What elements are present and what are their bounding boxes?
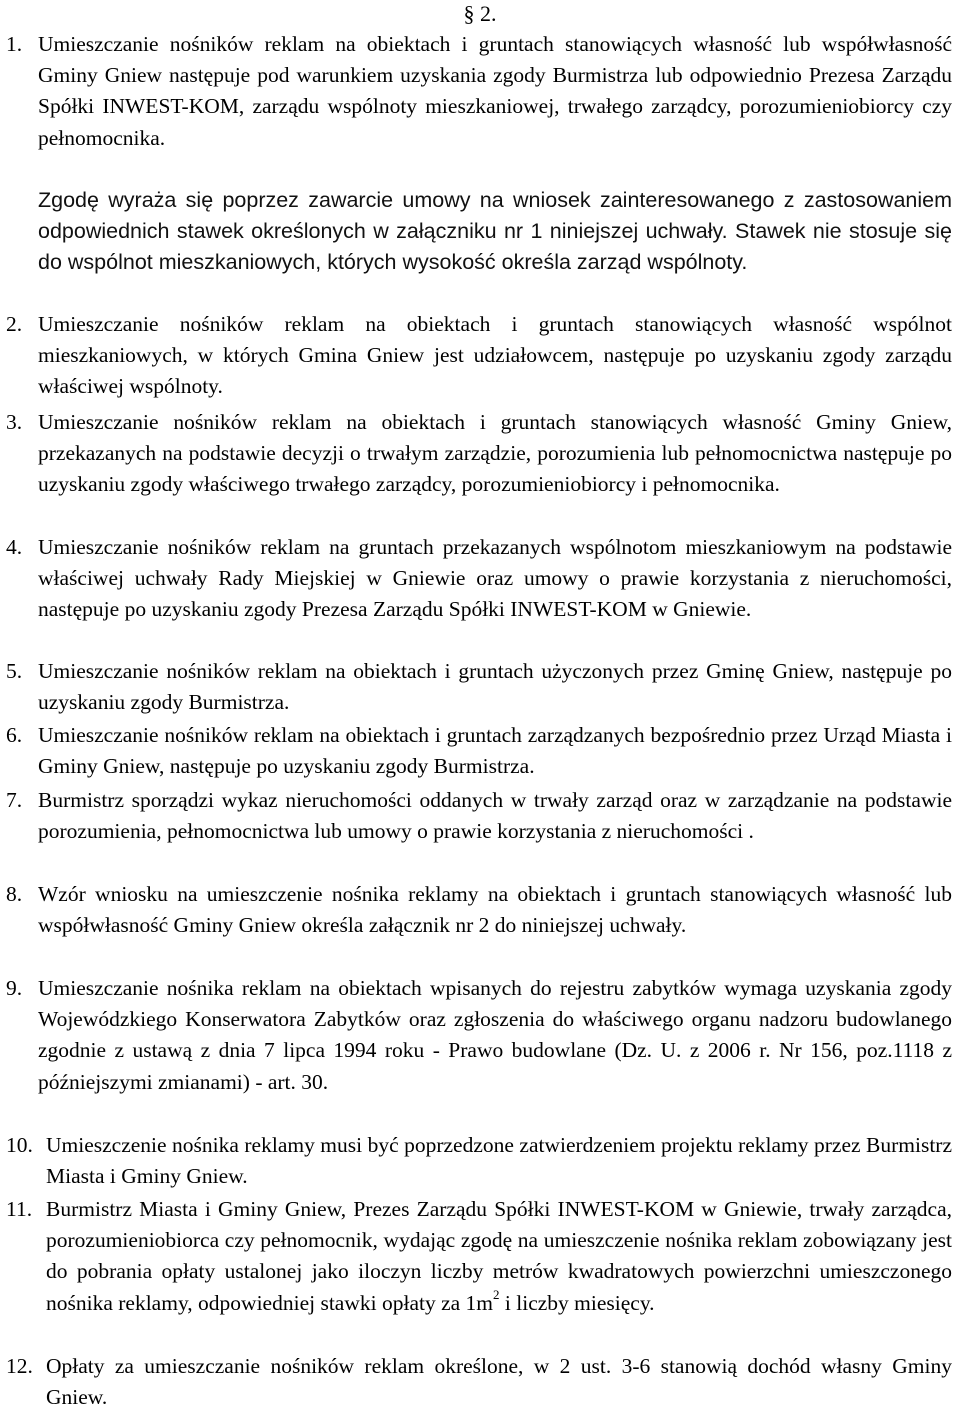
paragraph-number: 10. xyxy=(6,1133,33,1157)
paragraph-number: 7. xyxy=(6,788,23,812)
paragraph-1-lead: Umieszczanie nośników reklam na obiektach i gruntach stanowiących własność lub współwłasność Gminy Gniew następuje pod warunkiem uzyskania zgody Burmistrza lub odpowiednio Prezesa Zarządu Spółki INWEST-KOM, zarządu wspólnoty mieszkaniowej, trwałego zarządcy, porozumieniobiorcy czy pełnomocnika. xyxy=(38,32,952,150)
paragraph-7: Burmistrz sporządzi wykaz nieruchomości oddanych w trwały zarząd oraz w zarządzanie na podstawie porozumienia, pełnomocnictwa lub umowy o prawie korzystania z nieruchomości . xyxy=(38,788,952,844)
paragraph-number: 4. xyxy=(6,535,23,559)
paragraph-9: Umieszczanie nośnika reklam na obiektach wpisanych do rejestru zabytków wymaga uzyskania zgody Wojewódzkiego Konserwatora Zabytków oraz zgłoszenia do właściwego organu nadzoru budowlanego zgodnie z ustawą z dnia 7 lipca 1994 roku - Prawo budowlane (Dz. U. z 2006 r. Nr 156, poz.1118 z późniejszymi zmianami) - art. 30. xyxy=(38,976,952,1094)
paragraph-number: 12. xyxy=(6,1354,33,1378)
section-heading: § 2. xyxy=(463,1,497,26)
paragraph-number: 1. xyxy=(6,32,23,56)
paragraph-1-continuation: Zgodę wyraża się poprzez zawarcie umowy na wniosek zainteresowanego z zastosowaniem odpowiednich stawek określonych w załączniku nr 1 niniejszej uchwały. Stawek nie stosuje się do wspólnot mieszkaniowych, których wysokość określa zarząd wspólnoty. xyxy=(38,188,952,275)
paragraph-5: Umieszczanie nośników reklam na obiektach i gruntach użyczonych przez Gminę Gniew, następuje po uzyskaniu zgody Burmistrza. xyxy=(38,659,952,715)
paragraph-number: 8. xyxy=(6,882,23,906)
paragraph-4: Umieszczanie nośników reklam na gruntach przekazanych wspólnotom mieszkaniowym na podstawie właściwej uchwały Rady Miejskiej w Gniewie oraz umowy o prawie korzystania z nieruchomości, następuje po uzyskaniu zgody Prezesa Zarządu Spółki INWEST-KOM w Gniewie. xyxy=(38,535,952,622)
superscript-2: 2 xyxy=(493,1287,500,1303)
paragraph-11 xyxy=(46,1194,952,1319)
paragraph-number: 6. xyxy=(6,723,23,747)
paragraph-11-text: Burmistrz Miasta i Gminy Gniew, Prezes Zarządu Spółki INWEST-KOM w Gniewie, trwały zarządca, porozumieniobiorca czy pełnomocnik, wydając zgodę na umieszczenie nośnika reklam zobowiązany jest do pobrania opłaty ustalonej jako iloczyn liczby metrów kwadratowych powierzchni umieszczonego nośnika reklamy, odpowiedniej stawki opłaty za 1m xyxy=(46,1197,952,1315)
paragraph-12: Opłaty za umieszczanie nośników reklam określone, w 2 ust. 3-6 stanowią dochód własny Gminy Gniew. xyxy=(46,1354,952,1410)
paragraph-3: Umieszczanie nośników reklam na obiektach i gruntach stanowiących własność Gminy Gniew, przekazanych na podstawie decyzji o trwałym zarządzie, porozumienia lub pełnomocnictwa następuje po uzyskaniu zgody właściwego trwałego zarządcy, porozumieniobiorcy i pełnomocnika. xyxy=(38,410,952,497)
paragraph-number: 9. xyxy=(6,976,23,1000)
paragraph-number: 5. xyxy=(6,659,23,683)
paragraph-number: 2. xyxy=(6,312,23,336)
paragraph-8: Wzór wniosku na umieszczenie nośnika reklamy na obiektach i gruntach stanowiących własność lub współwłasność Gminy Gniew określa załącznik nr 2 do niniejszej uchwały. xyxy=(38,882,952,938)
paragraph-2: Umieszczanie nośników reklam na obiektach i gruntach stanowiących własność wspólnot mieszkaniowych, w których Gmina Gniew jest udziałowcem, następuje po uzyskaniu zgody zarządu właściwej wspólnoty. xyxy=(38,312,952,399)
paragraph-11-text-end: i liczby miesięcy. xyxy=(499,1290,655,1315)
paragraph-10: Umieszczenie nośnika reklamy musi być poprzedzone zatwierdzeniem projektu reklamy przez Burmistrz Miasta i Gminy Gniew. xyxy=(46,1133,952,1189)
paragraph-6: Umieszczanie nośników reklam na obiektach i gruntach zarządzanych bezpośrednio przez Urząd Miasta i Gminy Gniew, następuje po uzyskaniu zgody Burmistrza. xyxy=(38,723,952,779)
paragraph-number: 11. xyxy=(6,1197,33,1221)
paragraph-number: 3. xyxy=(6,410,23,434)
